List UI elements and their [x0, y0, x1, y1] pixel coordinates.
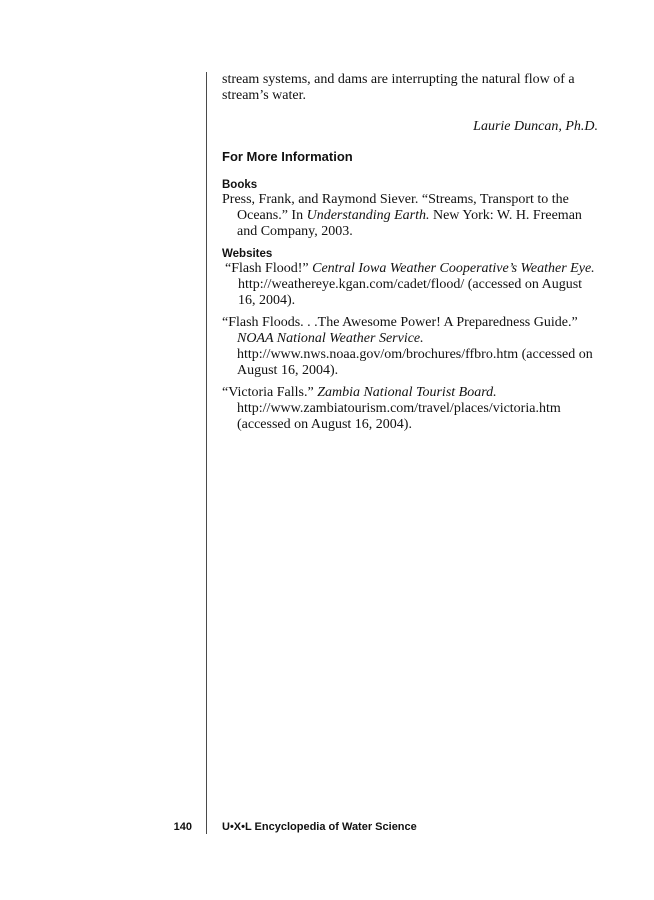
book-title: U•X•L Encyclopedia of Water Science: [222, 821, 417, 833]
reference-text: “Flash Floods. . .The Awesome Power! A Preparedness Guide.”: [222, 315, 578, 330]
reference-details: New York: W. H. Freeman and Company, 2003.: [237, 208, 582, 239]
websites-subheading: Websites: [222, 248, 273, 260]
margin-rule: [206, 72, 207, 834]
page-number: 140: [173, 821, 192, 833]
reference-text: “Victoria Falls.”: [222, 385, 318, 400]
page-footer: [0, 819, 654, 835]
reference-text: Press, Frank, and Raymond Siever. “Streams, Transport to the Oceans.” In: [222, 192, 569, 223]
section-heading: For More Information: [222, 149, 353, 164]
reference-source-title: Zambia National Tourist Board.: [317, 385, 497, 400]
reference-details: http://weathereye.kgan.com/cadet/flood/ (accessed on August 16, 2004).: [238, 277, 583, 308]
book-reference: [222, 192, 598, 240]
website-reference: [222, 385, 598, 433]
author-signature: Laurie Duncan, Ph.D.: [473, 119, 598, 134]
reference-text: “Flash Flood!”: [225, 261, 313, 276]
reference-details: http://www.zambiatourism.com/travel/places/victoria.htm (accessed on August 16, 2004).: [237, 401, 561, 432]
body-paragraph: stream systems, and dams are interrupting the natural flow of a stream’s water.: [222, 72, 575, 103]
website-reference: [222, 261, 598, 309]
website-reference: [222, 315, 598, 379]
reference-source-title: Central Iowa Weather Cooperative’s Weather Eye.: [312, 261, 595, 276]
reference-source-title: Understanding Earth.: [306, 208, 430, 223]
text-column: [222, 72, 598, 433]
books-subheading: Books: [222, 179, 258, 191]
reference-source-title: NOAA National Weather Service.: [237, 331, 424, 346]
reference-details: http://www.nws.noaa.gov/om/brochures/ffbro.htm (accessed on August 16, 2004).: [237, 347, 593, 378]
